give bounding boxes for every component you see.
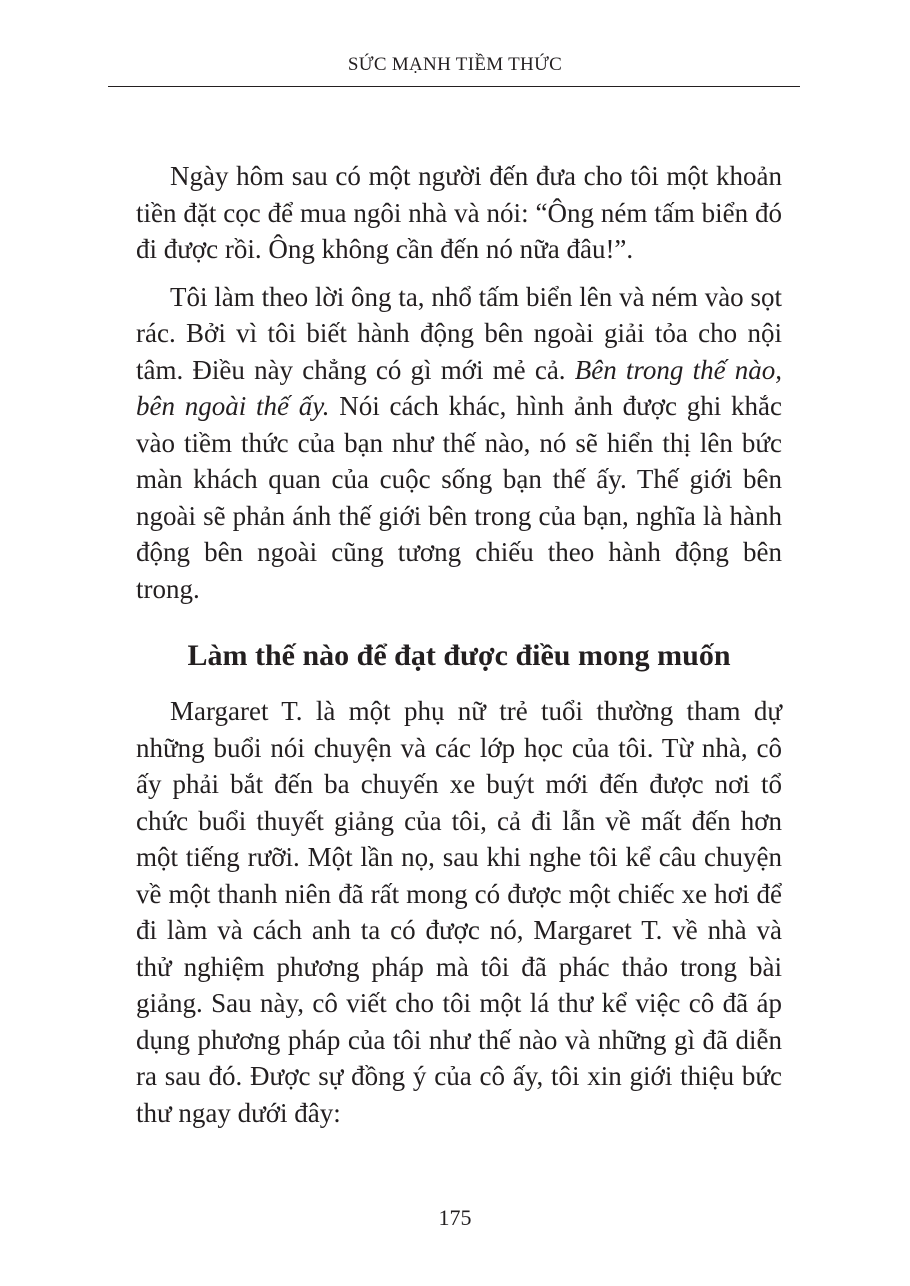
paragraph-3: Margaret T. là một phụ nữ trẻ tuổi thường tham dự những buổi nói chuyện và các lớp học của tôi. Từ nhà, cô ấy phải bắt đến ba chuyến xe buýt mới đến được nơi tổ chức buổi thuyết giảng của tôi, cả đi lẫn về mất đến hơn một tiếng rưỡi. Một lần nọ, sau khi nghe tôi kể câu chuyện về một thanh niên đã rất mong có được một chiếc xe hơi để đi làm và cách anh ta có được nó, Margaret T. về nhà và thử nghiệm phương pháp mà tôi đã phác thảo trong bài giảng. Sau này, cô viết cho tôi một lá thư kể việc cô đã áp dụng phương pháp của tôi như thế nào và những gì đã diễn ra sau đó. Được sự đồng ý của cô ấy, tôi xin giới thiệu bức thư ngay dưới đây: — [136, 696, 782, 1128]
paragraph-2-text-b: Nói cách khác, hình ảnh được ghi khắc vào tiềm thức của bạn như thế nào, nó sẽ hiển thị lên bức màn khách quan của cuộc sống bạn thế ấy. Thế giới bên ngoài sẽ phản ánh thế giới bên trong của bạn, nghĩa là hành động bên ngoài cũng tương chiếu theo hành động bên trong. — [136, 391, 782, 604]
paragraph-1: Ngày hôm sau có một người đến đưa cho tôi một khoản tiền đặt cọc để mua ngôi nhà và nói: “Ông ném tấm biển đó đi được rồi. Ông không cần đến nó nữa đâu!”. — [136, 161, 782, 264]
page-body — [136, 158, 782, 1131]
running-head: SỨC MẠNH TIỀM THỨC — [347, 54, 563, 75]
section-heading: Làm thế nào để đạt được điều mong muốn — [187, 639, 731, 672]
paragraph-2-text-a: Tôi làm theo lời ông ta, nhổ tấm biển lên và ném vào sọt rác. Bởi vì tôi biết hành động bên ngoài giải tỏa cho nội tâm. Điều này chẳng có gì mới mẻ cả. — [136, 281, 782, 385]
paragraph-2 — [136, 279, 782, 608]
header-rule — [108, 86, 800, 87]
paragraph-2-italic: Bên trong thế nào, bên ngoài thế ấy. — [136, 354, 783, 421]
page-number: 175 — [438, 1205, 472, 1230]
